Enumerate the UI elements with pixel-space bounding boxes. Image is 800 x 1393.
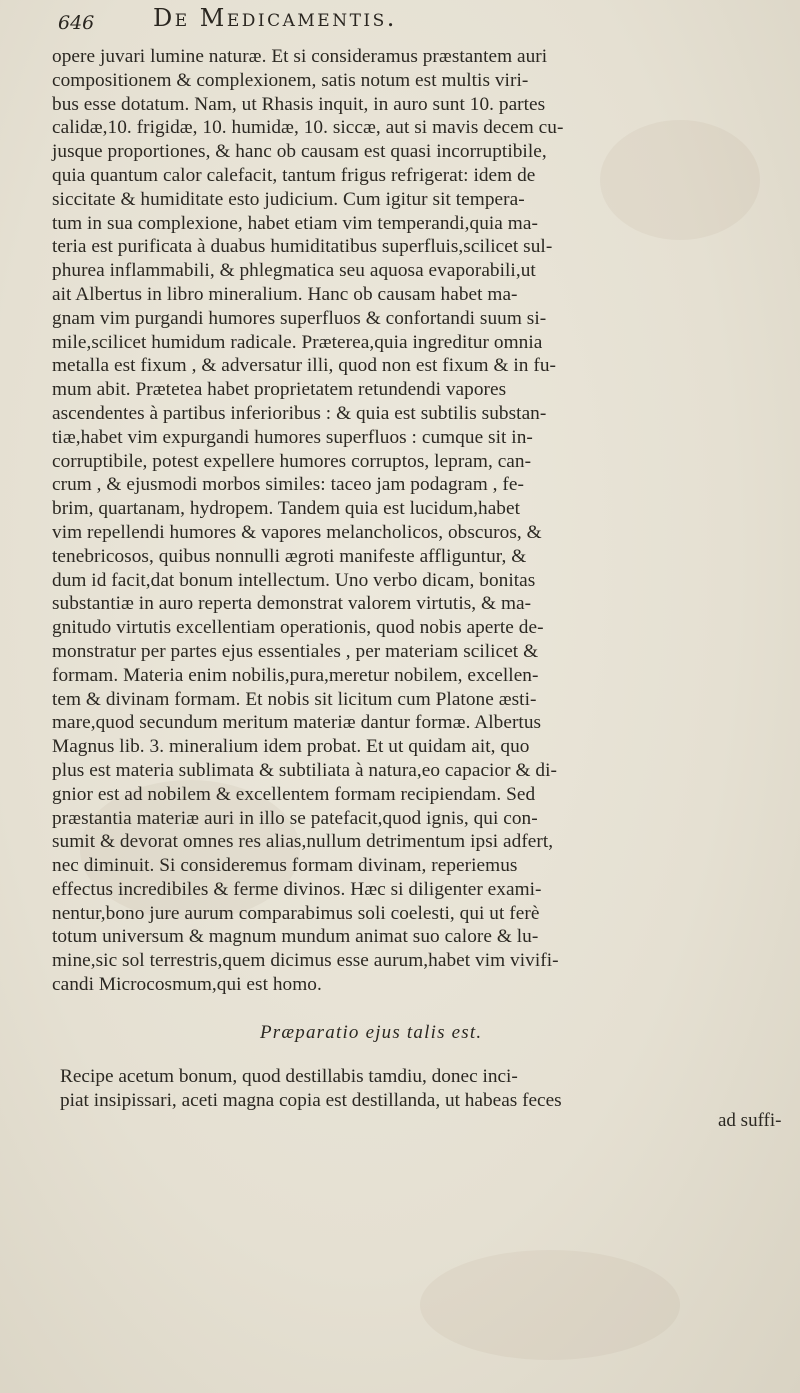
text-line: metalla est fixum , & adversatur illi, quod non est fixum & in fu- xyxy=(52,355,556,377)
text-line: mare,quod secundum meritum materiæ dantur formæ. Albertus xyxy=(52,712,542,734)
catchword: ad suffi- xyxy=(718,1110,782,1131)
text-line: ait Albertus in libro mineralium. Hanc ob causam habet ma- xyxy=(52,283,518,305)
text-line: Magnus lib. 3. mineralium idem probat. Et ut quidam ait, quo xyxy=(52,736,530,758)
text-line: siccitate & humiditate esto judicium. Cum igitur sit tempera- xyxy=(52,188,525,210)
text-line: nentur,bono jure aurum comparabimus soli coelesti, qui ut ferè xyxy=(52,902,540,924)
paper-stain xyxy=(420,1250,680,1360)
section-heading: Præparatio ejus talis est. xyxy=(260,1022,483,1043)
text-line: tiæ,habet vim expurgandi humores superfluos : cumque sit in- xyxy=(52,426,533,448)
text-line: quia quantum calor calefacit, tantum frigus refrigerat: idem de xyxy=(52,164,536,186)
text-line: bus esse dotatum. Nam, ut Rhasis inquit, in auro sunt 10. partes xyxy=(52,93,546,115)
text-line: gnam vim purgandi humores superfluos & confortandi suum si- xyxy=(52,307,547,329)
text-line: brim, quartanam, hydropem. Tandem quia est lucidum,habet xyxy=(52,498,521,520)
text-line: candi Microcosmum,qui est homo. xyxy=(52,974,322,996)
text-line: vim repellendi humores & vapores melancholicos, obscuros, & xyxy=(52,521,542,543)
text-line: opere juvari lumine naturæ. Et si consideramus præstantem auri xyxy=(52,46,548,67)
text-line: monstratur per partes ejus essentiales , per materiam scilicet & xyxy=(52,640,539,662)
text-line: calidæ,10. frigidæ, 10. humidæ, 10. siccæ, aut si mavis decem cu- xyxy=(52,117,564,139)
text-line: gnitudo virtutis excellentiam operationis, quod nobis aperte de- xyxy=(52,617,544,639)
text-line: mum abit. Prætetea habet proprietatem retundendi vapores xyxy=(52,379,507,401)
text-line: crum , & ejusmodi morbos similes: taceo jam podagram , fe- xyxy=(52,474,524,496)
text-line: plus est materia sublimata & subtiliata à natura,eo capacior & di- xyxy=(52,759,557,781)
page-number: 646 xyxy=(58,12,95,34)
text-line: phurea inflammabili, & phlegmatica seu aquosa evaporabili,ut xyxy=(52,260,536,282)
text-line: ascendentes à partibus inferioribus : & quia est subtilis substan- xyxy=(52,402,547,424)
text-line: teria est purificata à duabus humiditatibus superfluis,scilicet sul- xyxy=(52,236,553,258)
text-line: effectus incredibiles & ferme divinos. Hæc si diligenter exami- xyxy=(52,878,542,900)
text-line: totum universum & magnum mundum animat suo calore & lu- xyxy=(52,926,539,948)
text-line: dum id facit,dat bonum intellectum. Uno verbo dicam, bonitas xyxy=(52,569,536,591)
text-line: substantiæ in auro reperta demonstrat valorem virtutis, & ma- xyxy=(52,593,532,615)
page-header xyxy=(58,4,758,40)
text-line: Recipe acetum bonum, quod destillabis tamdiu, donec inci- xyxy=(60,1066,518,1087)
running-title: De Medicamentis. xyxy=(153,4,397,32)
text-line: nec diminuit. Si consideremus formam divinam, reperiemus xyxy=(52,855,518,877)
text-line: præstantia materiæ auri in illo se patefacit,quod ignis, qui con- xyxy=(52,807,538,829)
recipe-text-block xyxy=(60,1065,790,1113)
text-line: corruptibile, potest expellere humores corruptos, lepram, can- xyxy=(52,450,532,472)
text-line: sumit & devorat omnes res alias,nullum detrimentum ipsi adfert, xyxy=(52,831,554,853)
text-line: tenebricosos, quibus nonnulli ægroti manifeste affliguntur, & xyxy=(52,545,527,567)
text-line: tem & divinam formam. Et nobis sit licitum cum Platone æsti- xyxy=(52,688,537,710)
text-line: compositionem & complexionem, satis notum est multis viri- xyxy=(52,69,529,91)
text-line: mine,sic sol terrestris,quem dicimus esse aurum,habet vim vivifi- xyxy=(52,950,559,972)
text-line: piat insipissari, aceti magna copia est destillanda, ut habeas feces xyxy=(60,1089,562,1111)
text-line: gnior est ad nobilem & excellentem formam recipiendam. Sed xyxy=(52,783,536,805)
text-line: tum in sua complexione, habet etiam vim temperandi,quia ma- xyxy=(52,212,538,234)
text-line: formam. Materia enim nobilis,pura,meretur nobilem, excellen- xyxy=(52,664,539,686)
text-line: mile,scilicet humidum radicale. Præterea,quia ingreditur omnia xyxy=(52,331,543,353)
text-line: jusque proportiones, & hanc ob causam est quasi incorruptibile, xyxy=(52,141,547,163)
main-text-block xyxy=(52,45,792,997)
